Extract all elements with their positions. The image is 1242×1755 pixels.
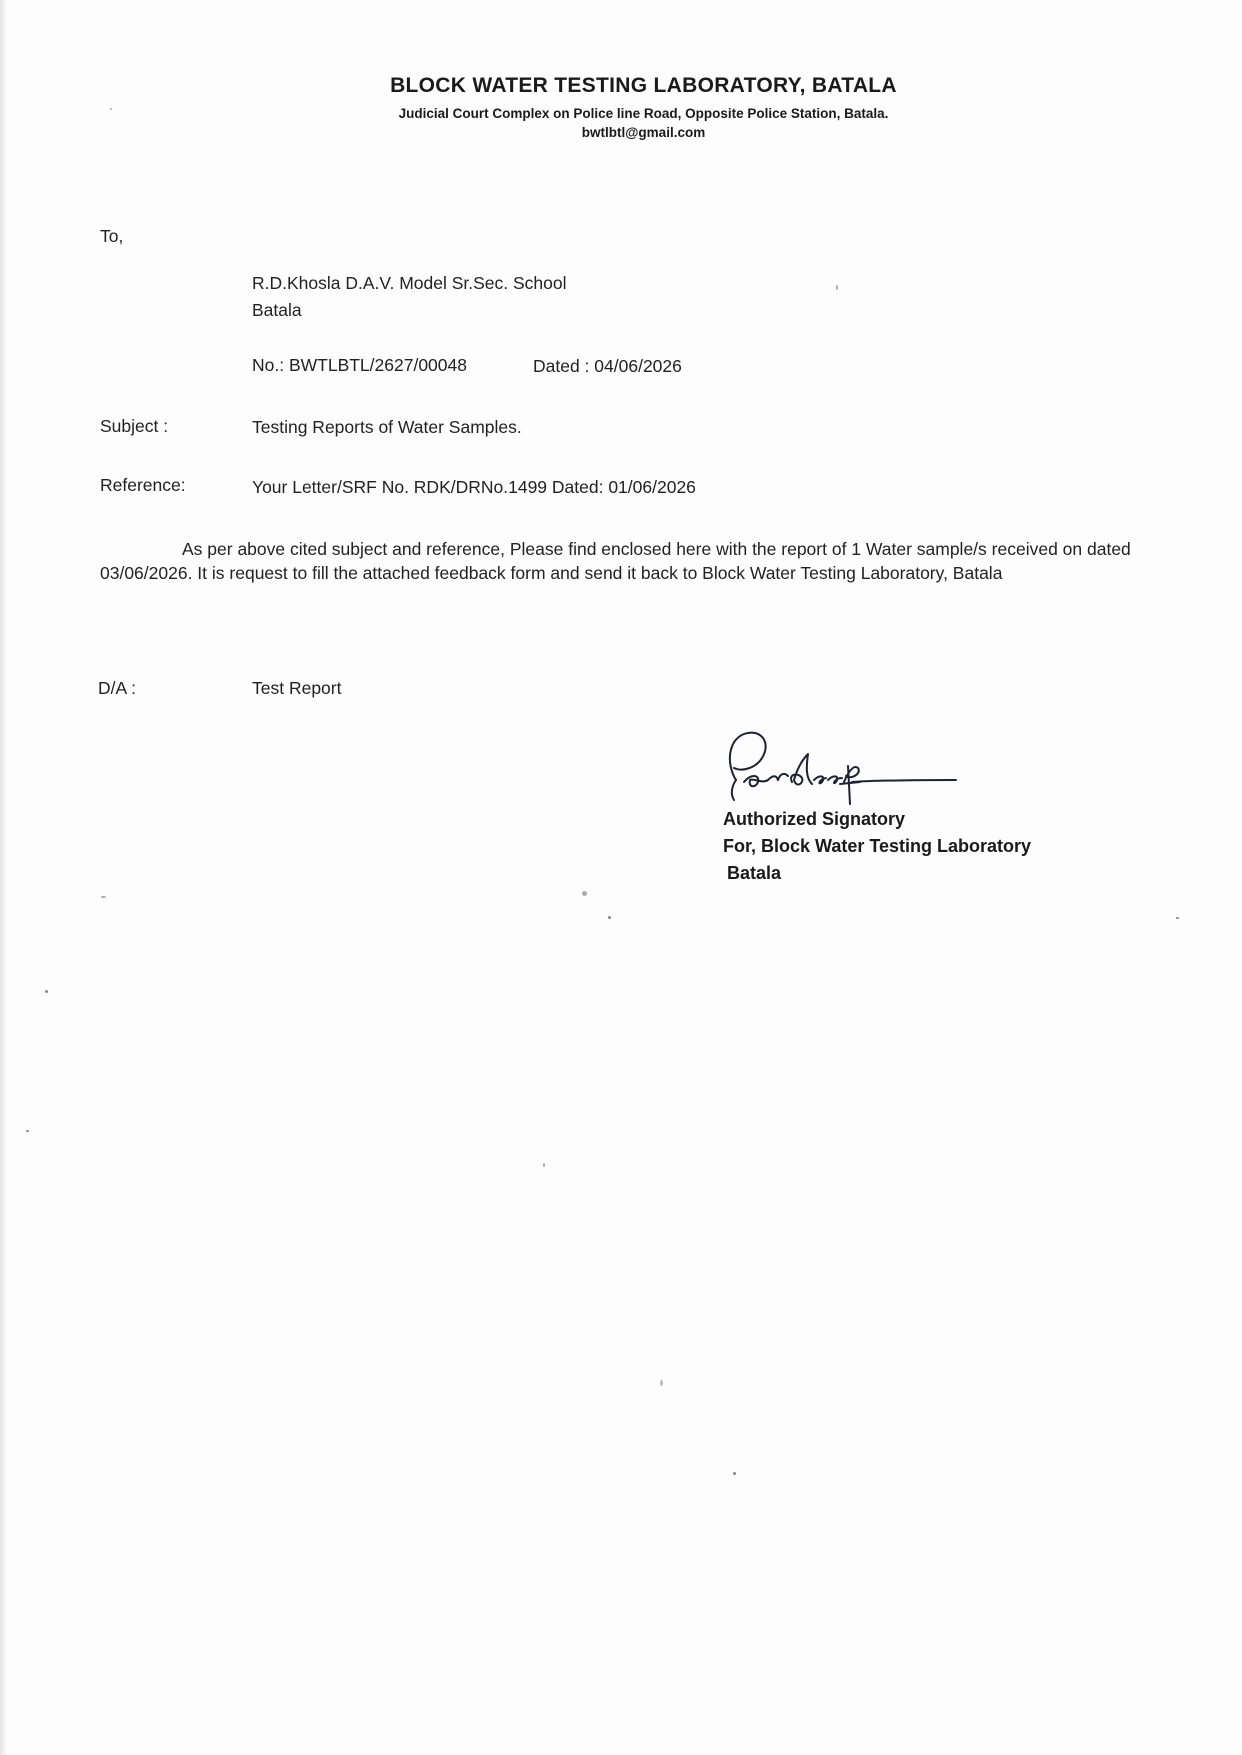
reference-label: Reference: — [100, 475, 186, 495]
scan-edge-shadow — [0, 0, 8, 1755]
scan-speck — [110, 108, 112, 110]
scan-speck — [26, 1130, 29, 1132]
to-label: To, — [100, 226, 124, 246]
signatory-city: Batala — [727, 863, 782, 883]
scan-speck — [543, 1163, 545, 1167]
signatory-block — [723, 806, 1031, 887]
lab-email: bwtlbtl@gmail.com — [581, 125, 706, 140]
scan-speck — [733, 1472, 736, 1475]
letterhead — [0, 74, 1242, 140]
signatory-title: Authorized Signatory — [723, 809, 906, 829]
enclosure-label: D/A : — [98, 678, 136, 698]
scan-speck — [660, 1380, 663, 1386]
scan-speck — [608, 916, 611, 919]
scan-speck — [45, 990, 48, 993]
letter-date: Dated : 04/06/2026 — [533, 356, 682, 376]
letter-number: No.: BWTLBTL/2627/00048 — [252, 355, 467, 375]
subject-text: Testing Reports of Water Samples. — [252, 417, 522, 437]
scan-speck — [101, 896, 106, 898]
scan-speck — [582, 891, 587, 896]
signatory-org: For, Block Water Testing Laboratory — [723, 836, 1032, 856]
handwritten-signature — [722, 728, 958, 808]
enclosure-text: Test Report — [252, 678, 342, 698]
recipient-city: Batala — [252, 300, 302, 320]
lab-address: Judicial Court Complex on Police line Road, Opposite Police Station, Batala. — [398, 106, 889, 121]
scan-speck — [836, 285, 838, 290]
lab-name: BLOCK WATER TESTING LABORATORY, BATALA — [390, 74, 897, 97]
body-paragraph — [100, 537, 1140, 585]
recipient-name: R.D.Khosla D.A.V. Model Sr.Sec. School — [252, 273, 567, 293]
reference-text: Your Letter/SRF No. RDK/DRNo.1499 Dated: 01/06/2026 — [252, 477, 696, 497]
subject-label: Subject : — [100, 416, 169, 436]
body-paragraph-text: As per above cited subject and reference, Please find enclosed here with the report of 1 Water sample/s received on dated 03/06/2026. It is request to fill the attached feedback form and send it back to Block Water Testing Laboratory, Batala — [100, 539, 1131, 583]
scan-speck — [1176, 917, 1179, 919]
